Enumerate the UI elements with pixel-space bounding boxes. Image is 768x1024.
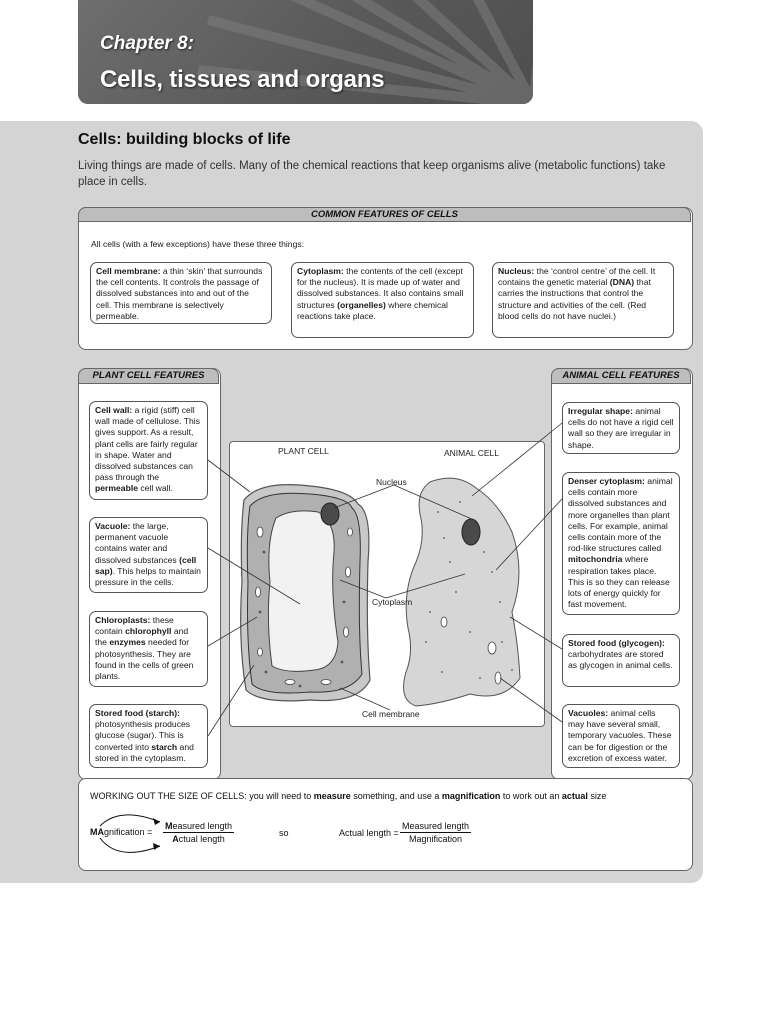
- formula-bold-magnification: magnification: [441, 791, 501, 801]
- cell-wall-bold: permeable: [95, 483, 138, 494]
- starch-title: Stored food (starch):: [95, 708, 180, 718]
- formula-a-bold: A: [172, 834, 179, 844]
- starch-text-1: photosynthesis produces glucose (sugar). This is converted into: [95, 719, 191, 752]
- common-features-lead: All cells (with a few exceptions) have these three things:: [91, 239, 305, 249]
- nucleus-box: [492, 262, 674, 338]
- cytoplasm-text-2: where chemical reactions take place.: [297, 299, 448, 321]
- starch-box: [89, 704, 208, 768]
- cell-membrane-title: Cell membrane:: [96, 266, 161, 276]
- vacuoles-text: animal cells may have several small, temporary vacuoles. These can be for digestion or the excretion of excess water.: [568, 708, 672, 763]
- vacuoles-title: Vacuoles:: [568, 708, 609, 718]
- starch-text-2: and stored in the cytoplasm.: [95, 741, 194, 763]
- formula-text-e: size: [587, 791, 607, 801]
- formula-m-bold: M: [165, 821, 173, 831]
- denser-cytoplasm-bold: mitochondria: [568, 554, 623, 565]
- cytoplasm-bold: (organelles): [337, 299, 386, 310]
- magnification-fraction: [163, 821, 234, 844]
- chapter-label: Chapter 8:: [100, 33, 194, 54]
- irregular-shape-title: Irregular shape:: [568, 406, 633, 416]
- cell-diagram: [229, 441, 545, 727]
- nucleus-text-2: that carries the instructions that control the structure and activities of the cell. (Red blood cells do not have nuclei.): [498, 277, 651, 321]
- vacuole-box: [89, 517, 208, 593]
- cytoplasm-box: [291, 262, 474, 338]
- denser-cytoplasm-title: Denser cytoplasm:: [568, 476, 645, 486]
- magnification-denominator: [163, 833, 234, 844]
- formula-ma-bold: MA: [90, 827, 104, 837]
- chapter-banner: [78, 0, 533, 104]
- cell-wall-text-1: a rigid (stiff) cell wall made of cellulose. This gives support. As a result, plant cells are fairly regular in shape. Water and dissolved substances can pass through the: [95, 405, 200, 483]
- vacuole-text-1: the large, permanent vacuole contains water and dissolved substances: [95, 521, 180, 565]
- formula-m-rest: easured length: [172, 821, 233, 831]
- nucleus-title: Nucleus:: [498, 266, 535, 276]
- nucleus-text-1: the ‘control centre’ of the cell. It contains the genetic material: [498, 266, 656, 288]
- magnification-label: [90, 827, 152, 837]
- cell-membrane-text: a thin ‘skin’ that surrounds the cell contents. It controls the passage of dissolved substances into and out of the cell. This membrane is selectively permeable.: [96, 266, 263, 321]
- vacuoles-box: [562, 704, 680, 768]
- cytoplasm-title: Cytoplasm:: [297, 266, 344, 276]
- cell-membrane-label: Cell membrane: [362, 709, 420, 719]
- animal-features-tab: ANIMAL CELL FEATURES: [551, 368, 691, 384]
- actual-denominator: Magnification: [409, 834, 463, 844]
- chloroplasts-bold-2: enzymes: [109, 637, 146, 648]
- vacuole-bold: (cell sap): [95, 554, 197, 576]
- chapter-title: Cells, tissues and organs: [100, 66, 385, 93]
- cytoplasm-text-1: the contents of the cell (except for the nucleus). It is made up of water and dissolved substances. It also contains small structures: [297, 266, 464, 310]
- chloroplasts-text-3: needed for photosynthesis. They are found in the cells of green plants.: [95, 637, 194, 682]
- chloroplasts-bold-1: chlorophyll: [125, 626, 172, 637]
- denser-cytoplasm-text-2: where respiration takes place. This is so they can release lots of energy quickly for fast movement.: [568, 554, 670, 610]
- chloroplasts-box: [89, 611, 208, 687]
- nucleus-label: Nucleus: [376, 477, 407, 487]
- cell-wall-title: Cell wall:: [95, 405, 133, 415]
- actual-length-fraction: [400, 821, 471, 844]
- formula-text-c: something, and use a: [350, 791, 442, 801]
- formula-text-a: WORKING OUT THE SIZE OF CELLS: you will need to: [90, 791, 314, 801]
- plant-cell-vacuole: [268, 511, 338, 671]
- cell-wall-box: [89, 401, 208, 500]
- plant-cell-label: PLANT CELL: [278, 446, 329, 456]
- cell-membrane-box: [90, 262, 272, 324]
- formula-bold-measure: measure: [313, 791, 351, 801]
- animal-cell-label: ANIMAL CELL: [444, 448, 499, 458]
- section-heading: Cells: building blocks of life: [78, 131, 291, 148]
- plant-nucleus: [321, 503, 339, 525]
- formula-text-d: to work out an: [500, 791, 562, 801]
- irregular-shape-text: animal cells do not have a rigid cell wall so they are irregular in shape.: [568, 406, 674, 450]
- starch-bold: starch: [151, 741, 178, 752]
- vacuole-text-2: . This helps to maintain pressure in the cells.: [95, 565, 201, 588]
- denser-cytoplasm-text-1: animal cells contain more dissolved substances and more organelles than plant cells. For example, animal cells contain more of the rod-like structures called: [568, 476, 673, 554]
- glycogen-text: carbohydrates are stored as glycogen in animal cells.: [568, 649, 673, 671]
- formula-instruction: [90, 791, 606, 801]
- common-features-tab: COMMON FEATURES OF CELLS: [78, 207, 691, 222]
- formula-so: so: [279, 828, 289, 838]
- chloroplasts-title: Chloroplasts:: [95, 615, 151, 625]
- glycogen-title: Stored food (glycogen):: [568, 638, 665, 648]
- formula-a-rest: ctual length: [178, 834, 225, 844]
- chloroplasts-text-1: these contain: [95, 615, 174, 637]
- plant-features-tab: PLANT CELL FEATURES: [78, 368, 219, 384]
- chloroplasts-text-2: and the: [95, 626, 189, 648]
- cytoplasm-label: Cytoplasm: [372, 597, 413, 607]
- vacuole-title: Vacuole:: [95, 521, 131, 531]
- magnification-numerator: [163, 821, 234, 833]
- formula-ma-rest: gnification =: [104, 827, 153, 837]
- actual-length-label: Actual length =: [339, 828, 399, 838]
- irregular-shape-box: [562, 402, 680, 454]
- actual-numerator: Measured length: [402, 821, 470, 831]
- formula-bold-actual: actual: [561, 791, 588, 801]
- intro-paragraph: Living things are made of cells. Many of the chemical reactions that keep organisms alive (metabolic functions) take place in cells.: [78, 160, 666, 188]
- nucleus-bold: (DNA): [609, 277, 635, 288]
- animal-cell-body: [404, 478, 520, 706]
- cell-wall-text-2: cell wall.: [138, 483, 173, 494]
- glycogen-box: [562, 634, 680, 687]
- denser-cytoplasm-box: [562, 472, 680, 615]
- animal-nucleus: [462, 519, 480, 545]
